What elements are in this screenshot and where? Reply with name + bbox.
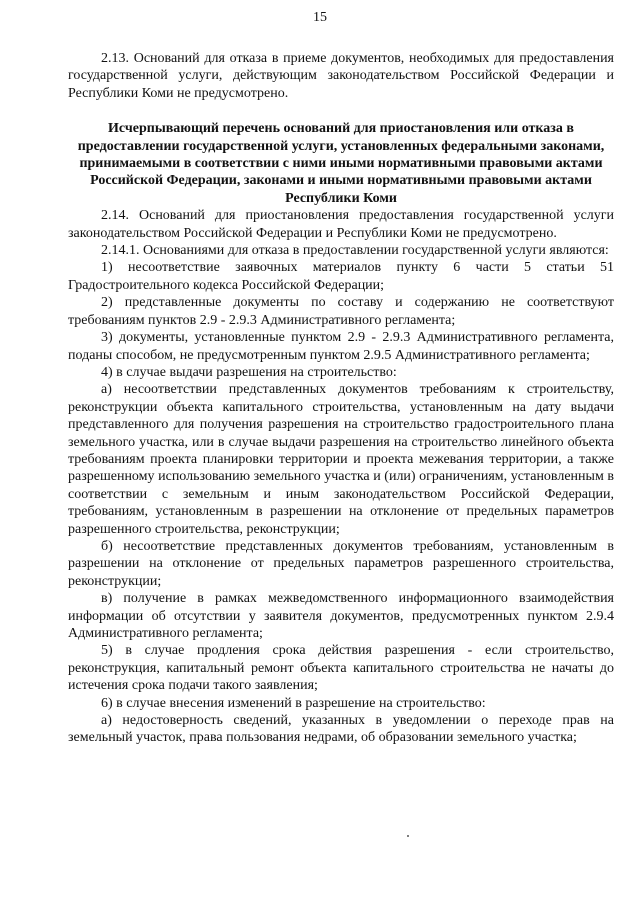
list-item-4: 4) в случае выдачи разрешения на строительство: — [101, 364, 397, 380]
paragraph-2-14: 2.14. Оснований для приостановления предоставления государственной услуги законодательством Российской Федерации и Республики Коми не предусмотрено. — [68, 208, 614, 241]
sub-item-4a: а) несоответствии представленных документов требованиям к строительству, реконструкции объекта капитального строительства, установленным на дату выдачи представленного для получения разрешения на строительство градостроительного плана земельного участка, или в случае выдачи разрешения на строительство линейного объекта требованиям проекта планировки территории и проекта межевания территории, а также разрешенному использованию земельного участка и (или) ограничениям, установленным в соответствии с земельным и иным законодательством Российской Федерации, требованиям, установленным в разрешении на отклонение от предельных параметров разрешенного строительства, реконструкции; — [68, 382, 614, 537]
page-number: 15 — [313, 10, 327, 25]
section-heading: Исчерпывающий перечень оснований для приостановления или отказа в предоставлении государственной услуги, установленных федеральными законами, принимаемыми в соответствии с ними иными нормативными правовыми актами Российской Федерации, законами и иными нормативными правовыми актами Республики Коми — [77, 121, 605, 206]
list-item-5: 5) в случае продления срока действия разрешения - если строительство, реконструкция, капитальный ремонт объекта капитального строительства не начаты до истечения срока подачи такого заявления; — [68, 643, 614, 694]
sub-item-4b: б) несоответствие представленных документов требованиям, установленным в разрешении на отклонение от предельных параметров разрешенного строительства, реконструкции; — [68, 538, 614, 589]
list-item-2: 2) представленные документы по составу и содержанию не соответствуют требованиям пунктов 2.9 - 2.9.3 Административного регламента; — [68, 295, 614, 328]
sub-item-6a: а) недостоверность сведений, указанных в уведомлении о переходе прав на земельный участок, права пользования недрами, об образовании земельного участка; — [68, 713, 614, 746]
document-body — [68, 50, 614, 747]
scan-speck — [407, 835, 409, 837]
list-item-3: 3) документы, установленные пунктом 2.9 - 2.9.3 Административного регламента, поданы способом, не предусмотренным пунктом 2.9.5 Административного регламента; — [68, 330, 614, 363]
list-item-6: 6) в случае внесения изменений в разрешение на строительство: — [101, 695, 486, 711]
paragraph-2-14-1: 2.14.1. Основаниями для отказа в предоставлении государственной услуги являются: — [101, 243, 609, 259]
list-item-1: 1) несоответствие заявочных материалов пункту 6 части 5 статьи 51 Градостроительного кодекса Российской Федерации; — [68, 260, 614, 293]
paragraph-2-13: 2.13. Оснований для отказа в приеме документов, необходимых для предоставления государственной услуги, действующим законодательством Российской Федерации и Республики Коми не предусмотрено. — [68, 51, 614, 101]
sub-item-4v: в) получение в рамках межведомственного информационного взаимодействия информации об отсутствии у заявителя документов, предусмотренных пунктом 2.9.4 Административного регламента; — [68, 591, 614, 641]
